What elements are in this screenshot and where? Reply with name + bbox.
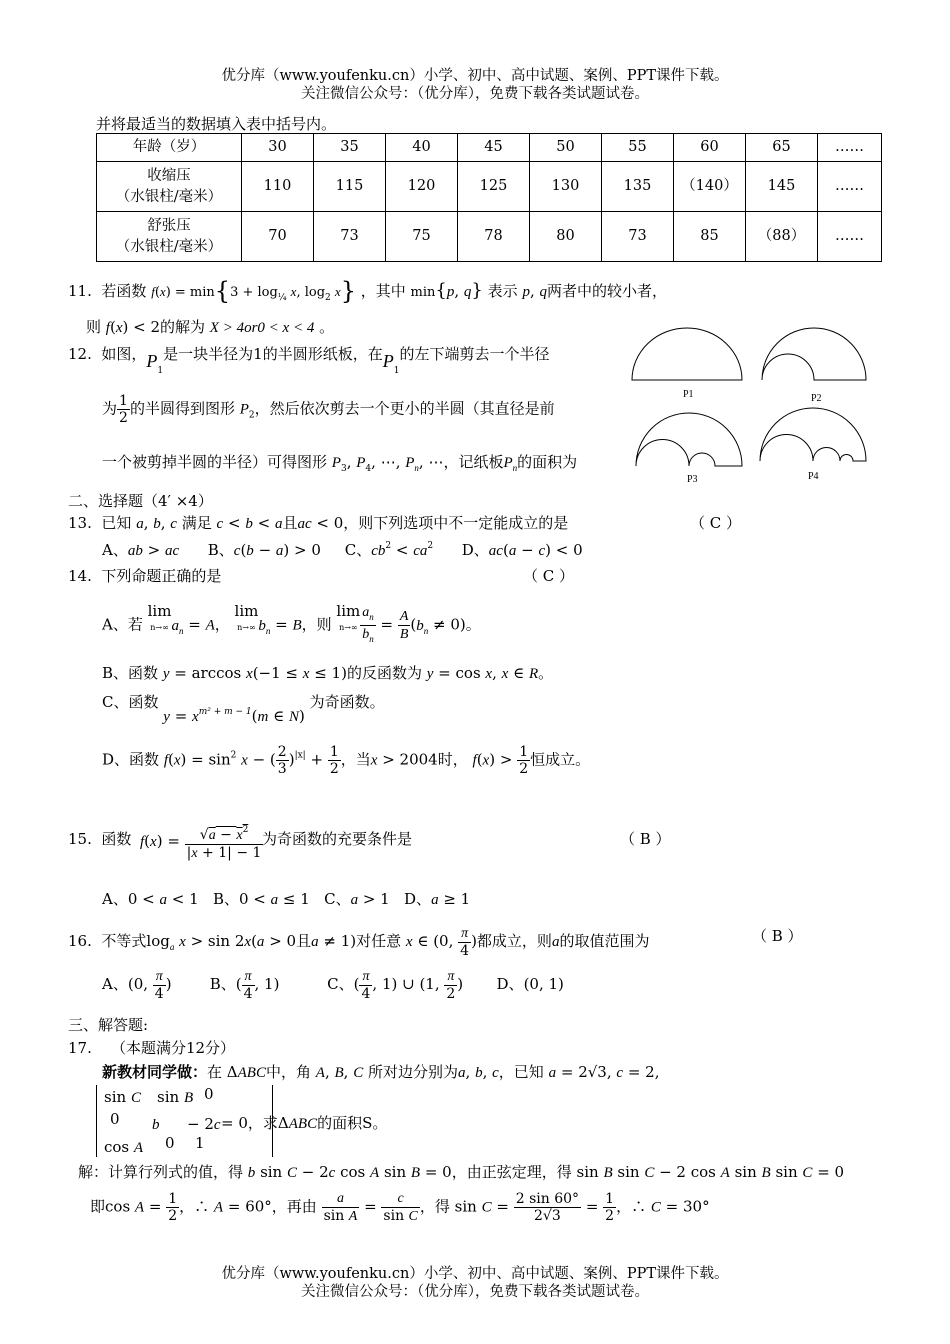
- fig-label-p3: P3: [687, 474, 698, 485]
- diastolic-cell: 70: [242, 212, 314, 262]
- row-label-diastolic: [97, 212, 242, 262]
- q11-text: ，其中: [360, 282, 406, 300]
- det-cell: cos A: [104, 1138, 144, 1156]
- q14-opt-b: B、函数 y = arccos x(−1 ≤ x ≤ 1)的反函数为 y = cos x, x ∈ R。: [102, 664, 554, 682]
- q14-text: B、函数: [102, 664, 159, 682]
- q13-opt-c: C、: [344, 541, 372, 559]
- q17-solution-2: 即cos A = $\frac{1}{2}$ ，∴ A = 60°，再由 $\frac{a}{\text{sin A}}$ = $\frac{c}{\text{sin C}}$ ，得 sin C = $\frac{2 \sin 60^\circ}{2√3}$ = $\frac{1}{2}$ ，∴ C = 30°: [90, 1191, 710, 1224]
- q13-opt-d: D、: [461, 541, 489, 559]
- det-cell: 1: [195, 1134, 205, 1152]
- q14-text: A、若: [102, 615, 143, 634]
- q15-formula: f(x) = $\frac{√a - x^2}{|x + 1| - 1}$: [140, 822, 263, 862]
- q16-answer: （ B ）: [752, 927, 803, 945]
- q13-answer: （ C ）: [690, 514, 742, 532]
- footer-line-1: 优分库（www.youfenku.cn）小学、初中、高中试题、案例、PPT课件下载。: [221, 1266, 729, 1282]
- q16-line-1: 16. 不等式$\log_a x > \sin 2x(a > 0$且a ≠ 1)对任意 x ∈ (0, $\frac{\pi}{4}$ )都成立，则a的取值范围为: [68, 926, 650, 959]
- blood-pressure-table: [96, 133, 882, 262]
- q16-opt-d: D、: [496, 975, 524, 993]
- q14-text: 。: [465, 615, 481, 634]
- figure-p4: [760, 408, 866, 461]
- header-line-1: 优分库（www.youfenku.cn）小学、初中、高中试题、案例、PPT课件下载。: [221, 68, 729, 84]
- q17-text: 即: [90, 1197, 106, 1216]
- diastolic-cell: 80: [530, 212, 602, 262]
- q12-text: 的左下端剪去一个半径: [399, 345, 550, 363]
- q17-line-2: 新教材同学做：在 ΔABC中，角 A, B, C 所对边分别为a, b, c，已知 a = 2√3, c = 2,: [102, 1063, 660, 1081]
- table-row: [97, 134, 882, 162]
- q14-text: 的反函数为: [346, 664, 422, 682]
- age-cell: 30: [242, 134, 314, 162]
- q12-text: 为: [102, 399, 118, 418]
- q16-opt-a: A、: [102, 975, 128, 993]
- diastolic-cell: 75: [386, 212, 458, 262]
- header-line-2: 关注微信公众号：（优分库），免费下载各类试题试卷。: [301, 86, 649, 102]
- label-a: 舒张压: [147, 217, 191, 234]
- q12-number: 12.: [68, 345, 92, 363]
- q15-opt-b: B、: [212, 890, 239, 908]
- q11-text: 表示: [487, 282, 518, 300]
- q14-line-1: [68, 565, 221, 586]
- q16-text: 都成立，则: [476, 932, 552, 950]
- q14-text: 为奇函数。: [309, 693, 385, 711]
- q11-text: 两者中的较小者，: [546, 282, 667, 300]
- q11-line-1: 11. 若函数 $f(x) = \min\{3 + \log_{\frac{1}{4}} x$, $\log_2 x$} ，其中 min{p, q} 表示 p, q两者中的较小者，: [68, 277, 667, 305]
- det-cell: − 2c: [187, 1115, 221, 1133]
- q13-number: 13.: [68, 514, 92, 532]
- det-cell: sin B: [157, 1088, 194, 1106]
- q13-line-1: 13. 已知 a, b, c 满足 c < b < a且ac < 0，则下列选项中不一定能成立的是: [68, 514, 569, 532]
- q16-options: A、(0, $\frac{\pi}{4}$ ) B、( $\frac{\pi}{4}$ , 1) C、( $\frac{\pi}{4}$ , 1) ∪ (1, $\frac{\pi}{2}$ ) D、(0, 1): [102, 969, 564, 1002]
- q15-options: A、0 < a < 1 B、0 < a ≤ 1 C、a > 1 D、a ≥ 1: [102, 890, 471, 908]
- q13-text: 且: [282, 514, 298, 532]
- q17-text: ，∴: [179, 1197, 210, 1216]
- q14-text: ，当: [340, 750, 371, 769]
- fig-label-p1: P1: [683, 389, 694, 400]
- q12-line-2: 为 $\frac{1}{2}$ 的半圆得到图形 $P_2$，然后依次剪去一个更小的半圆（其直径是前: [102, 393, 555, 426]
- q12-text: ，记纸板: [443, 453, 504, 471]
- q15-opt-a: A、: [102, 890, 128, 908]
- q11-text: 的解为: [160, 318, 206, 336]
- figure-p3: [636, 413, 742, 466]
- q16-text: 且: [296, 932, 312, 950]
- q14-text: C、函数: [102, 693, 159, 711]
- q17-text: ，已知: [498, 1063, 544, 1081]
- q17-text: 在: [207, 1063, 223, 1081]
- q16-number: 16.: [68, 932, 92, 950]
- q12-text: 是一块半径为1的半圆形纸板，在: [163, 345, 383, 363]
- q17-text: ，由正弦定理，得: [451, 1163, 572, 1181]
- figure-p2: [762, 328, 866, 380]
- det-cell: b: [152, 1117, 160, 1133]
- label-b: （水银柱/毫米）: [115, 238, 223, 255]
- section-3-title: 三、解答题:: [68, 1016, 149, 1034]
- det-cell: 0: [204, 1085, 214, 1103]
- q14-opt-d: D、函数 $f(x) = \sin^2 x$ − ( $\frac{2}{3}$ )$^{|x|}$ + $\frac{1}{2}$ ，当x > 2004时， f(x) > $\frac{1}{2}$ 恒成立。: [102, 744, 591, 777]
- q11-text: 若函数: [101, 282, 147, 300]
- q17-number: 17.: [68, 1039, 92, 1057]
- q14-number: 14.: [68, 567, 92, 585]
- q15-text: 函数: [101, 830, 132, 848]
- q12-line-3: 一个被剪掉半圆的半径）可得图形 $P_3$, $P_4$, ⋯, $P_n$, ⋯，记纸板$P_n$的面积为: [102, 453, 578, 474]
- q17-text: 所对边分别为: [368, 1063, 459, 1081]
- label-b: （水银柱/毫米）: [115, 188, 223, 205]
- q11-answer: X > 4or0 < x < 4: [209, 320, 315, 336]
- q17-text: 解：计算行列式的值，得: [78, 1163, 244, 1181]
- age-cell: 55: [602, 134, 674, 162]
- table-row: [97, 212, 882, 262]
- q16-opt-b: B、: [209, 975, 236, 993]
- q12-text: 一个被剪掉半圆的半径）可得图形: [102, 453, 328, 471]
- q14-text: 。: [538, 664, 554, 682]
- row-label-age: 年龄（岁）: [97, 134, 242, 162]
- q17-text: ，得: [419, 1197, 450, 1216]
- systolic-cell: 115: [314, 162, 386, 212]
- age-cell: ……: [818, 134, 882, 162]
- q11-text: 。: [319, 318, 335, 336]
- fig-label-p2: P2: [811, 393, 822, 404]
- det-cell: 0: [165, 1134, 175, 1152]
- q17-solution-1: 解：计算行列式的值，得 b sin C − 2c cos A sin B = 0，由正弦定理，得 sin B sin C − 2 cos A sin B sin C = 0: [78, 1163, 845, 1181]
- systolic-cell: 135: [602, 162, 674, 212]
- diastolic-cell: 85: [674, 212, 746, 262]
- q16-text: 的取值范围为: [559, 932, 650, 950]
- q16-text: 不等式: [101, 932, 147, 950]
- footer-line-2: 关注微信公众号：（优分库），免费下载各类试题试卷。: [301, 1284, 649, 1300]
- age-cell: 45: [458, 134, 530, 162]
- q12-text: ，然后依次剪去一个更小的半圆（其直径是前: [254, 399, 555, 418]
- systolic-cell: 145: [746, 162, 818, 212]
- age-cell: 40: [386, 134, 458, 162]
- det-cell: sin C: [104, 1088, 141, 1106]
- q15-answer: （ B ）: [620, 830, 671, 848]
- q11-text: 则: [86, 318, 102, 336]
- q15-number: 15.: [68, 830, 92, 848]
- det-cell: 0: [110, 1110, 120, 1128]
- diastolic-cell: 73: [314, 212, 386, 262]
- q12-text: 如图，: [101, 345, 147, 363]
- q16-opt-c: C、: [327, 975, 354, 993]
- q11-number: 11.: [68, 282, 92, 300]
- systolic-cell: 120: [386, 162, 458, 212]
- q14-text: D、函数: [102, 750, 160, 769]
- label-a: 收缩压: [147, 167, 191, 184]
- diastolic-cell: ……: [818, 212, 882, 262]
- q11-line-2: 则 f(x) < 2的解为 X > 4or0 < x < 4 。: [86, 318, 335, 336]
- q17-text: ，求: [247, 1114, 278, 1132]
- q14-text: 下列命题正确的是: [101, 567, 222, 585]
- systolic-cell: 110: [242, 162, 314, 212]
- systolic-cell: ……: [818, 162, 882, 212]
- q17-line-1: [68, 1037, 235, 1058]
- q13-text: 满足: [181, 514, 212, 532]
- q14-text: 时，: [437, 750, 468, 769]
- age-cell: 60: [674, 134, 746, 162]
- q14-text: 恒成立。: [530, 750, 591, 769]
- q17-head: （本题满分12分）: [110, 1039, 236, 1057]
- q17-text: ，再由: [271, 1197, 317, 1216]
- q13-opt-a: A、: [102, 541, 128, 559]
- intro-line: 并将最适当的数据填入表中括号内。: [96, 115, 337, 133]
- age-cell: 65: [746, 134, 818, 162]
- q15-line-1: [68, 828, 131, 849]
- diastolic-cell: （88）: [746, 212, 818, 262]
- figure-p1: [632, 328, 742, 380]
- semicircle-figures: [625, 322, 875, 492]
- q13-text: 已知: [101, 514, 132, 532]
- q15-opt-c: C、: [324, 890, 351, 908]
- q12-line-1: 12. 如图，$P_1$是一块半径为1的半圆形纸板，在$P_1$的左下端剪去一个半径: [68, 345, 550, 376]
- q12-text: 的面积为: [517, 453, 578, 471]
- q17-text: 的面积S。: [317, 1114, 388, 1132]
- systolic-cell: 130: [530, 162, 602, 212]
- q15-opt-d: D、: [404, 890, 432, 908]
- q17-text: ，∴: [616, 1197, 647, 1216]
- age-cell: 50: [530, 134, 602, 162]
- diastolic-cell: 78: [458, 212, 530, 262]
- q13-opt-b: B、: [207, 541, 234, 559]
- q13-options: A、ab > ac B、c(b − a) > 0 C、$cb^2 < ca^2$ D、ac(a − c) < 0: [102, 541, 583, 559]
- table-row: [97, 162, 882, 212]
- q15-text-b: 为奇函数的充要条件是: [262, 830, 413, 848]
- q12-text: 的半圆得到图形: [129, 399, 235, 418]
- systolic-cell: 125: [458, 162, 530, 212]
- q14-text: ，则: [301, 615, 332, 634]
- q17-det-line: = 0，求ΔABC的面积S。: [221, 1114, 388, 1132]
- age-cell: 35: [314, 134, 386, 162]
- fig-label-p4: P4: [808, 471, 819, 482]
- systolic-cell: （140）: [674, 162, 746, 212]
- section-2-title: 二、选择题（4′ ×4）: [68, 492, 213, 510]
- q14-opt-c: C、函数 $y = x^{m^2 + m - 1}(m$ ∈ N) 为奇函数。: [102, 693, 385, 725]
- q13-text: ，则下列选项中不一定能成立的是: [343, 514, 569, 532]
- row-label-systolic: [97, 162, 242, 212]
- q14-opt-a: A、若 lim n→∞ $a_n = A$， lim n→∞ $b_n = B$，则 lim n→∞ $\frac{a_n}{b_n}$ = $\frac{A}{B}$ $(b_n \ne 0)$。: [102, 602, 481, 644]
- q14-answer: （ C ）: [523, 567, 575, 585]
- q17-text: 中，角: [265, 1063, 311, 1081]
- q17-bold-label: 新教材同学做：: [102, 1063, 208, 1081]
- q16-text: 对任意: [356, 932, 402, 950]
- diastolic-cell: 73: [602, 212, 674, 262]
